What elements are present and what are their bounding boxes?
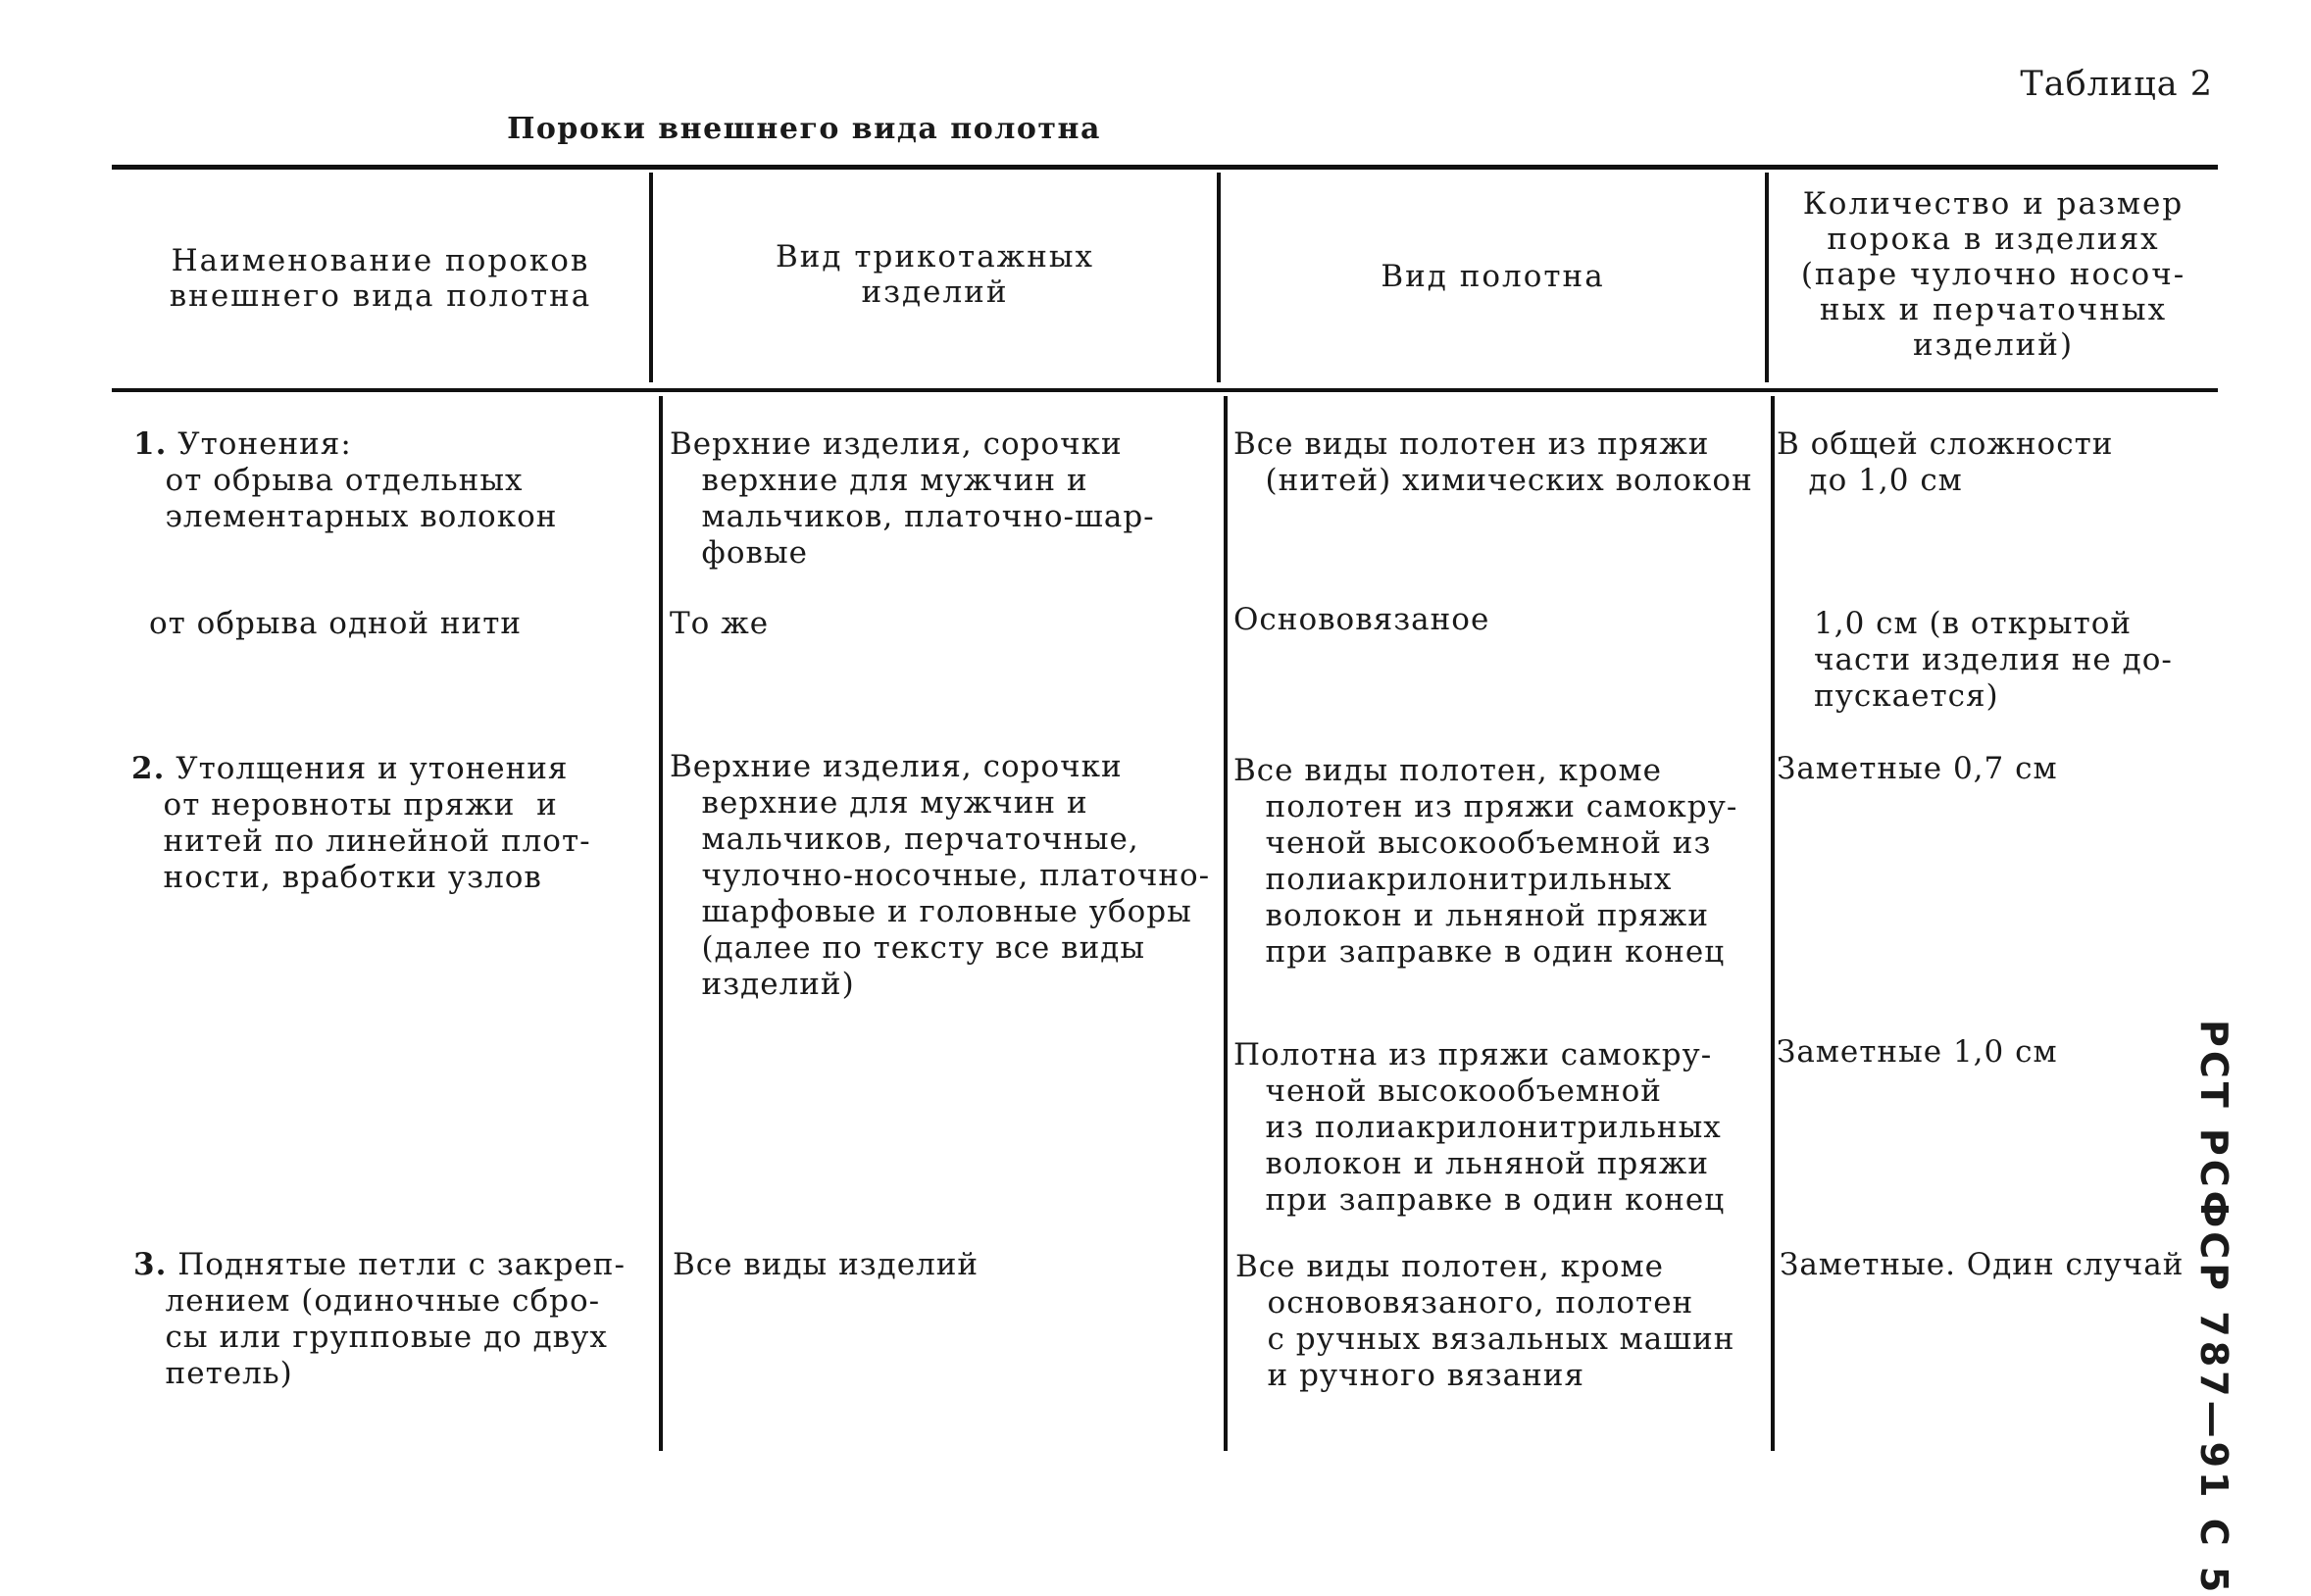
header-line: Вид трикотажных: [775, 239, 1095, 274]
header-product-type: [653, 239, 1217, 310]
row2-fabric: Основовязаное: [1233, 602, 1490, 637]
item-number: 3.: [133, 1247, 168, 1282]
row1-quantity: В общей сложности до 1,0 см: [1777, 426, 2114, 498]
header-line: Вид полотна: [1381, 259, 1605, 294]
column-divider-2-body: [1224, 396, 1228, 1451]
header-line: (паре чулочно носоч-: [1800, 257, 2186, 292]
column-divider-1-body: [659, 396, 663, 1451]
table-title: Пороки внешнего вида полотна: [507, 112, 1101, 146]
row3-quantity: Заметные 0,7 см: [1777, 751, 2058, 786]
row1-product: Верхние изделия, сорочки верхние для мужчин и мальчиков, платочно-шар- фовые: [670, 426, 1155, 571]
header-quantity-size: [1769, 186, 2218, 363]
header-line: изделий): [1912, 327, 2075, 363]
item-number: 2.: [131, 751, 166, 786]
column-divider-3-body: [1771, 396, 1775, 1451]
side-standard-label: РСТ РСФСР 787—91 С 5: [2192, 1020, 2236, 1596]
header-defect-name: [112, 243, 649, 314]
row5-quantity: Заметные. Один случай: [1780, 1247, 2185, 1282]
row5-product: Все виды изделий: [673, 1247, 980, 1282]
header-line: порока в изделиях: [1827, 222, 2160, 257]
table-number: Таблица 2: [2020, 65, 2213, 104]
header-line: Наименование пороков: [171, 243, 590, 278]
row3-fabric: Все виды полотен, кроме полотен из пряжи самокру- ченой высокообъемной из полиакрилонитрильных волокон и льняной пряжи при заправке в один конец: [1233, 753, 1738, 970]
header-fabric-type: [1221, 259, 1765, 294]
row4-quantity: Заметные 1,0 см: [1777, 1034, 2058, 1070]
header-line: изделий: [861, 274, 1009, 310]
header-line: внешнего вида полотна: [169, 278, 592, 314]
row5-fabric: Все виды полотен, кроме основовязаного, полотен с ручных вязальных машин и ручного вязания: [1235, 1249, 1735, 1393]
row4-fabric: Полотна из пряжи самокру- ченой высокообъемной из полиакрилонитрильных волокон и льняной пряжи при заправке в один конец: [1233, 1037, 1726, 1218]
header-bottom-rule: [112, 388, 2218, 392]
header-line: Количество и размер: [1802, 186, 2185, 222]
row3-defect: 2. Утолщения и утонения от неровноты пряжи и нитей по линейной плот- ности, вработки узлов: [131, 751, 591, 895]
row2-defect: от обрыва одной нити: [149, 606, 523, 641]
row3-product: Верхние изделия, сорочки верхние для мужчин и мальчиков, перчаточные, чулочно-носочные, платочно- шарфовые и головные уборы (далее по тексту все виды изделий): [670, 749, 1211, 1002]
row5-defect: 3. Поднятые петли с закреп- лением (одиночные сбро- сы или групповые до двух петель): [133, 1247, 626, 1391]
item-number: 1.: [133, 426, 168, 462]
header-line: ных и перчаточных: [1819, 292, 2168, 327]
row1-defect: 1. Утонения: от обрыва отдельных элементарных волокон: [133, 426, 558, 534]
row2-quantity: 1,0 см (в открытой части изделия не до- пускается): [1814, 606, 2173, 714]
row1-fabric: Все виды полотен из пряжи (нитей) химических волокон: [1233, 426, 1753, 498]
row2-product: То же: [670, 606, 770, 641]
table-top-rule: [112, 165, 2218, 170]
